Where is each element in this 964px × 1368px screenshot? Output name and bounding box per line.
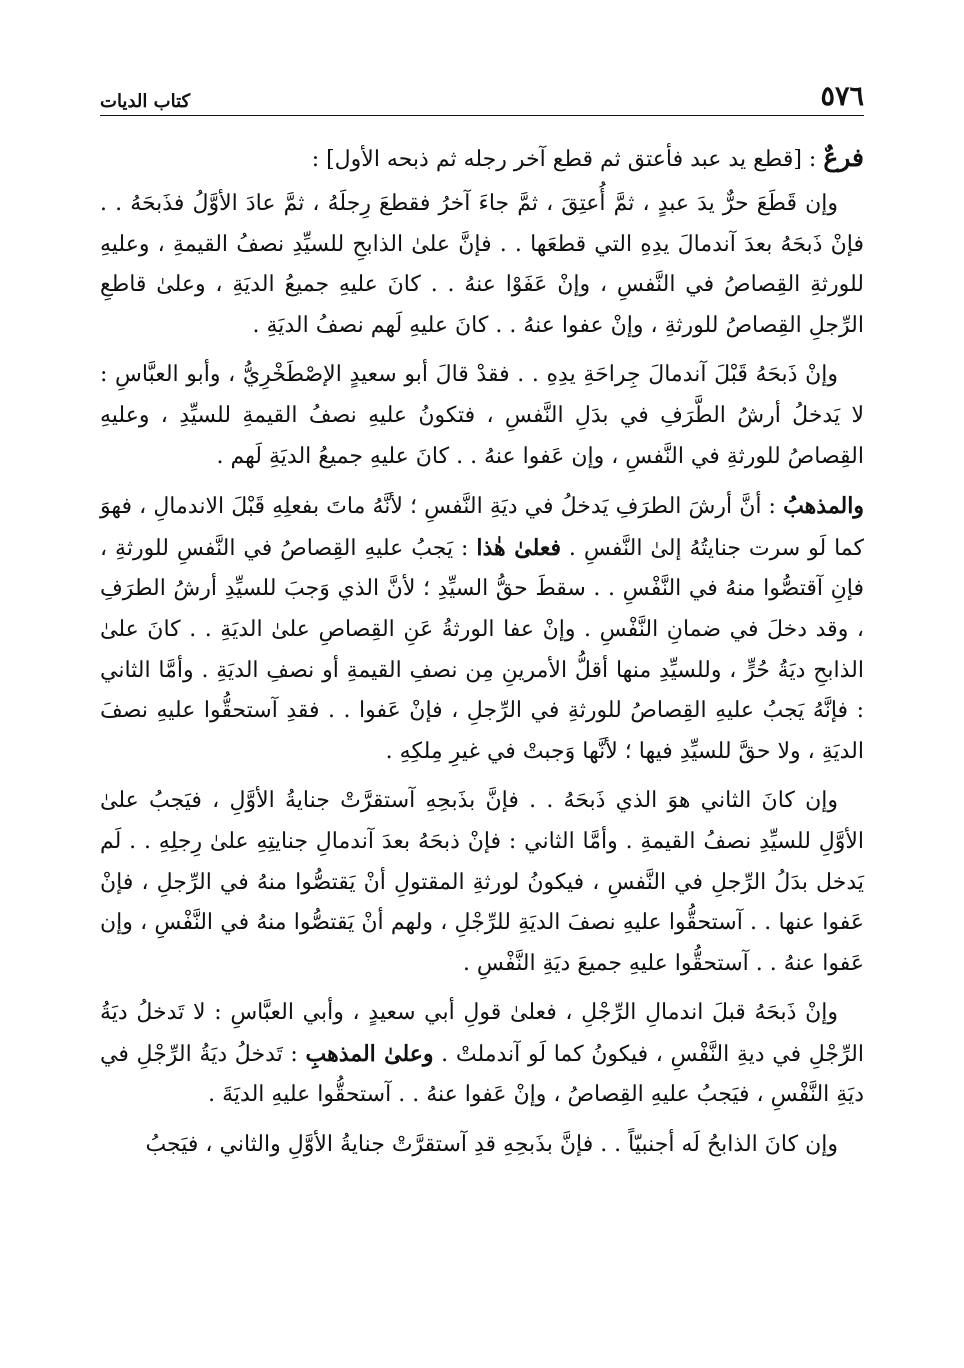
bold-term: وعلىٰ المذهبِ — [305, 1040, 434, 1067]
bold-term: والمذهبُ — [783, 493, 864, 520]
page-body — [100, 138, 864, 1175]
paragraph-text: وإن كانَ الثاني هوَ الذي ذَبحَهُ . . فإنَّ بذَبحِهِ آستقرَّتْ جنايةُ الأوَّلِ ، فيَجبُ علىٰ الأوَّلِ للسيِّدِ نصفُ القيمةِ . وأمَّا الثاني : فإنْ ذبحَهُ بعدَ آندمالِ جنايتِهِ علىٰ رِجلِهِ . . لَم يَدخل بدَلُ الرِّجلِ في النَّفسِ ، فيكونُ لورثةِ المقتولِ أنْ يَقتصُّوا منهُ في الرِّجلِ ، فإنْ عَفوا عنها . . آستحقُّوا عليهِ نصفَ الديَةِ للرِّجْلِ ، ولهم أنْ يَقتصُّوا منهُ في النَّفْسِ ، وإن عَفوا عنهُ . . آستحقُّوا عليهِ جميعَ ديَةِ النَّفْسِ . — [100, 788, 864, 976]
page-header — [100, 72, 864, 112]
paragraph-text: : يَجبُ عليهِ القِصاصُ في النَّفسِ للورثةِ ، فإنِ آقتصُّوا منهُ في النَّفْسِ . . سقطَ حقُّ السيِّدِ ؛ لأنَّ الذي وَجبَ للسيِّدِ أرشُ الطرَفِ ، وقد دخلَ في ضمانِ النَّفْسِ . وإنْ عفا الورثةُ عَنِ القِصاصِ علىٰ الديَةِ . . كانَ علىٰ الذابحِ ديَةُ حُرٍّ ، وللسيِّدِ منها أقلُّ الأمرينِ مِن نصفِ القيمةِ أو نصفِ الديَةِ . وأمَّا الثاني : فإنَّهُ يَجبُ عليهِ القِصاصُ للورثةِ في الرِّجلِ ، فإنْ عَفوا . . فقدِ آستحقُّوا عليهِ نصفَ الديَةِ ، ولا حقَّ للسيِّدِ فيها ؛ لأنَّها وَجبتْ في غيرِ مِلكِهِ . — [100, 535, 864, 764]
paragraph-2 — [100, 355, 864, 477]
paragraph-6 — [100, 1125, 864, 1166]
paragraph-text: وإنْ ذَبحَهُ قبلَ اندمالِ الرِّجْلِ ، فعلىٰ قولِ أبي سعيدٍ ، وأبي العبَّاسِ : لا تَدخلُ ديَةُ الرِّجْلِ في ديةِ النَّفْسِ ، فيكونُ كما لَو آندملتْ . — [100, 1000, 864, 1067]
paragraph-3 — [100, 486, 864, 772]
paragraph-text: : أنَّ أرشَ الطرَفِ يَدخلُ في ديَةِ النَّفسِ ؛ لأنَّهُ ماتَ بفعلِهِ قَبْلَ الاندمالِ ، فهوَ كما لَو سرت جنايتُهُ إلىٰ النَّفسِ . — [100, 494, 864, 561]
paragraph-text: وإنْ ذَبحَهُ قَبْلَ آندمالَ جِراحَةِ يدِهِ . . فقدْ قالَ أبو سعيدٍ الإصْطَخْرِيُّ ، وأبو العبَّاسِ : لا يَدخلُ أرشُ الطَّرَفِ في بدَلِ النَّفسِ ، فتكونُ عليهِ نصفُ القيمةِ للسيِّدِ ، وعليهِ القِصاصُ للورثةِ في النَّفسِ ، وإن عَفوا عنهُ . . كانَ عليهِ جميعُ الديَةِ لَهم . — [100, 362, 864, 469]
running-title: كتاب الديات — [100, 91, 191, 112]
paragraph-4 — [100, 781, 864, 984]
bold-term: فعلىٰ هٰذا — [476, 534, 561, 561]
section-heading — [100, 138, 864, 180]
paragraph-5 — [100, 993, 864, 1116]
header-rule — [100, 115, 864, 116]
paragraph-text: وإن قَطَعَ حرٌّ يدَ عبدٍ ، ثمَّ أُعتِقَ ، ثمَّ جاءَ آخرُ فقطعَ رِجلَهُ ، ثمَّ عادَ الأوَّلُ فذَبحَهُ . . فإنْ ذَبحَهُ بعدَ آندمالَ يدِهِ التي قطعَها . . فإنَّ علىٰ الذابحِ للسيِّدِ نصفُ القيمةِ ، وعليهِ للورثةِ القِصاصُ في النَّفسِ ، وإنْ عَفَوْا عنهُ . . كانَ عليهِ جميعُ الديَةِ ، وعلىٰ قاطعِ الرِّجلِ القِصاصُ للورثةِ ، وإنْ عفوا عنهُ . . كانَ عليهِ لَهم نصفُ الديَةِ . — [100, 191, 864, 338]
paragraph-1 — [100, 184, 864, 346]
heading-separator: : — [801, 147, 824, 172]
paragraph-text: وإن كانَ الذابحُ لَه أجنبيّاً . . فإنَّ بذَبحِهِ قدِ آستقرَّتْ جنايةُ الأوَّلِ والثاني ، فيَجبُ — [145, 1132, 838, 1158]
page-number: ٥٧٦ — [820, 81, 864, 112]
heading-label: فرعٌ — [823, 143, 864, 172]
paragraph-text: : تَدخلُ ديَةُ الرِّجْلِ في ديَةِ النَّفْسِ ، فيَجبُ عليهِ القِصاصُ ، وإنْ عَفوا عنهُ . . آستحقُّوا عليهِ الديَةَ . — [100, 1041, 864, 1108]
heading-text: [قطع يد عبد فأعتق ثم قطع آخر رجله ثم ذبحه الأول] : — [311, 147, 802, 172]
